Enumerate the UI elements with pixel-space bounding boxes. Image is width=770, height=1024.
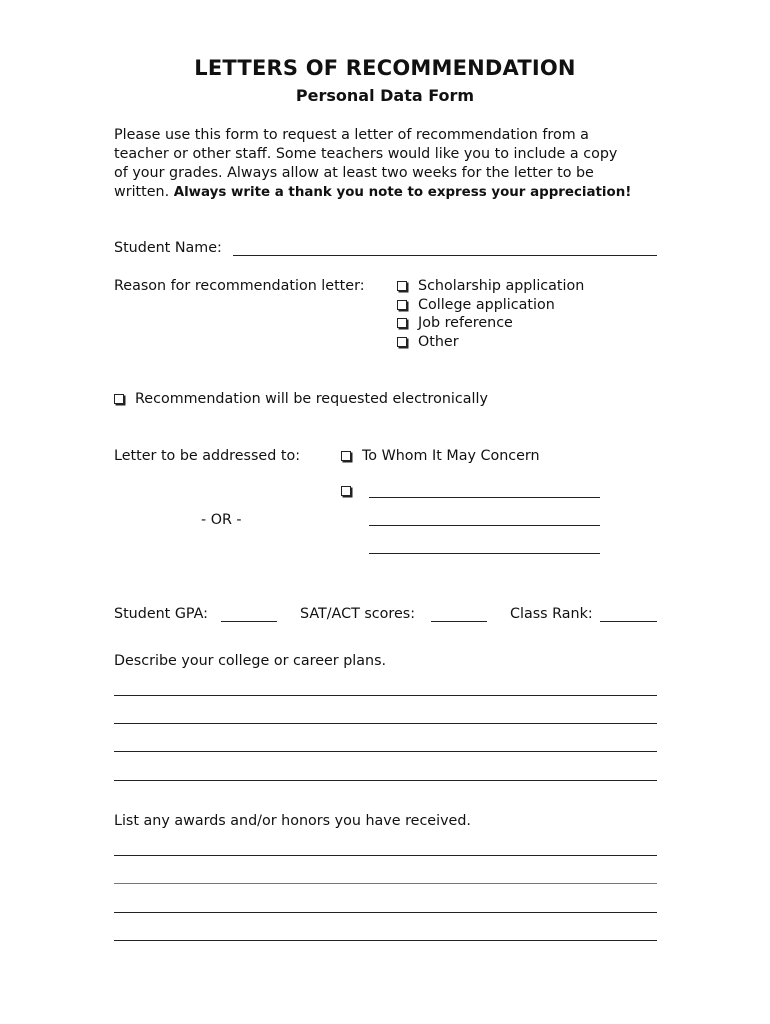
reason-option-other[interactable] xyxy=(397,333,459,351)
gpa-label: Student GPA: xyxy=(114,606,208,622)
awards-label: List any awards and/or honors you have received. xyxy=(114,813,471,829)
reason-option-label: College application xyxy=(418,297,555,313)
sat-act-label: SAT/ACT scores: xyxy=(300,606,416,622)
plans-label: Describe your college or career plans. xyxy=(114,653,387,669)
student-name-field[interactable] xyxy=(233,255,657,256)
intro-line-3: of your grades. Always allow at least two weeks for the letter to be xyxy=(114,165,594,181)
plans-line-2[interactable] xyxy=(114,723,657,724)
reason-option-label: Other xyxy=(418,334,459,350)
student-name-label: Student Name: xyxy=(114,240,222,256)
reason-option-scholarship[interactable] xyxy=(397,277,584,295)
class-rank-field[interactable] xyxy=(600,621,657,622)
gpa-field[interactable] xyxy=(221,621,277,622)
awards-line-1[interactable] xyxy=(114,855,657,856)
checkbox-icon[interactable] xyxy=(341,451,351,461)
addressee-line-1[interactable] xyxy=(369,497,600,498)
awards-line-4[interactable] xyxy=(114,940,657,941)
checkbox-icon[interactable] xyxy=(397,318,407,328)
addressee-line-2[interactable] xyxy=(369,525,600,526)
awards-line-3[interactable] xyxy=(114,912,657,913)
reason-option-college[interactable] xyxy=(397,296,555,314)
plans-line-1[interactable] xyxy=(114,695,657,696)
intro-line-2: teacher or other staff. Some teachers would like you to include a copy xyxy=(114,146,618,162)
intro-line-4 xyxy=(114,183,674,202)
electronic-request-label: Recommendation will be requested electronically xyxy=(135,391,488,407)
intro-line-4-text: written. xyxy=(114,184,174,200)
plans-line-4[interactable] xyxy=(114,780,657,781)
checkbox-icon[interactable] xyxy=(397,281,407,291)
reason-option-label: Scholarship application xyxy=(418,278,585,294)
class-rank-label: Class Rank: xyxy=(510,606,593,622)
thank-you-note-reminder: Always write a thank you note to express your appreciation! xyxy=(173,185,632,200)
checkbox-icon[interactable] xyxy=(397,300,407,310)
sat-act-field[interactable] xyxy=(431,621,487,622)
checkbox-icon[interactable] xyxy=(397,337,407,347)
reason-option-label: Job reference xyxy=(418,315,513,331)
intro-paragraph xyxy=(114,126,674,202)
addressed-to-label: Letter to be addressed to: xyxy=(114,448,301,464)
addressee-line-3[interactable] xyxy=(369,553,600,554)
checkbox-icon[interactable] xyxy=(341,486,351,496)
intro-line-1: Please use this form to request a letter of recommendation from a xyxy=(114,127,589,143)
form-subtitle: Personal Data Form xyxy=(295,86,475,105)
addressed-whom-option[interactable] xyxy=(341,447,540,465)
checkbox-icon[interactable] xyxy=(114,394,124,404)
reason-option-job[interactable] xyxy=(397,314,513,332)
reason-label: Reason for recommendation letter: xyxy=(114,278,365,294)
plans-line-3[interactable] xyxy=(114,751,657,752)
form-title: LETTERS OF RECOMMENDATION xyxy=(194,56,576,80)
addressed-whom-label: To Whom It May Concern xyxy=(362,448,540,464)
or-label: - OR - xyxy=(201,512,242,528)
awards-line-2[interactable] xyxy=(114,883,657,884)
addressed-custom-option[interactable] xyxy=(341,482,362,500)
electronic-request-option[interactable] xyxy=(114,390,488,408)
